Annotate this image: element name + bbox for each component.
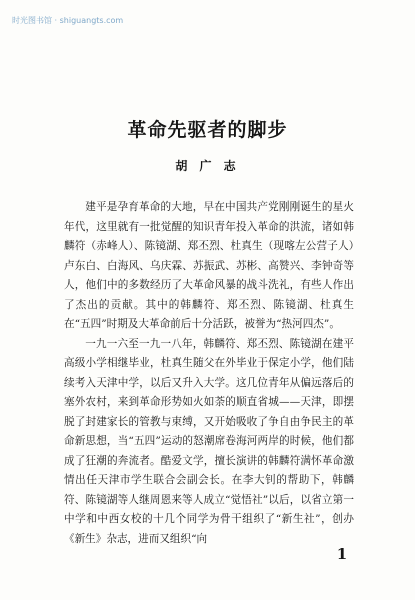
article-body	[64, 198, 354, 549]
page-number: 1	[336, 545, 348, 563]
article-title: 革命先驱者的脚步	[127, 119, 288, 141]
body-paragraph: 一九一六至一九一八年，韩麟符、郑丕烈、陈镜湖在建平高级小学相继毕业，杜真生随父在外毕业于保定小学，他们陆续考入天津中学，以后又升入大学。这几位青年从偏远落后的塞外农村，来到革命形势如火如荼的顺直省城——天津，即摆脱了封建家长的管教与束缚，又开始吸收了争自由争民主的革命新思想，当“五四”运动的怒潮席卷海河两岸的时候，他们都成了狂潮的奔流者。酷爱文学，擅长演讲的韩麟符满怀革命激情出任天津市学生联合会副会长。在李大钊的帮助下，韩麟符、陈镜湖等人继周恩来等人成立“觉悟社”以后，以省立第一中学和中西女校的十几个同学为骨干组织了“新生社”，创办《新生》杂志，进而又组织“向	[64, 337, 354, 545]
body-paragraph: 建平是孕育革命的大地，早在中国共产党刚刚诞生的星火年代，这里就有一批觉醒的知识青年投入革命的洪流，诸如韩麟符（赤峰人）、陈镜湖、郑丕烈、杜真生（现喀左公营子人）卢东白、白海风、乌庆霖、苏振武、苏彬、高赞兴、李钟奇等人，他们中的多数经历了大革命风暴的战斗洗礼，有些人作出了杰出的贡献。其中的韩麟符、郑丕烈、陈镜湖、杜真生在“五四”时期及大革命前后十分活跃，被誉为“热河四杰”。	[64, 201, 354, 330]
article-author: 胡 广 志	[175, 159, 240, 173]
site-watermark: 时光图书馆 · shiguangts.com	[12, 16, 124, 25]
